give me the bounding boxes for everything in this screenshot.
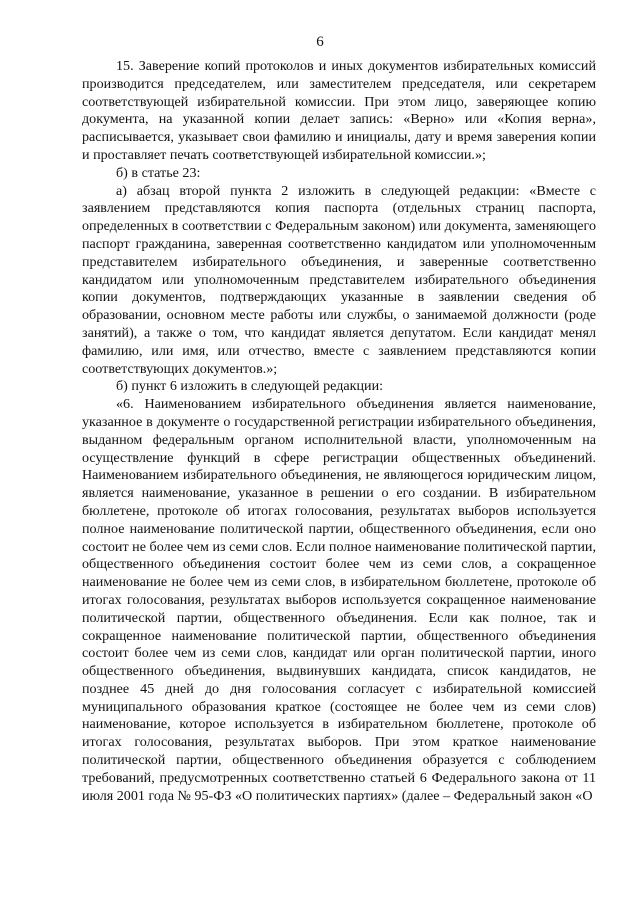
paragraph-article-23-heading: б) в статье 23: <box>116 164 201 181</box>
page-number: 6 <box>316 34 324 50</box>
paragraph-clause-15: 15. Заверение копий протоколов и иных документов избирательных комиссий производится председателем, или заместителем председателя, или секретарем соответствующей избирательной комиссии. При этом лицо, заверяющее копию документа, на указанной копии делает запись: «Верно» или «Копия верна», расписывается, указывает свои фамилию и инициалы, дату и время заверения копии и проставляет печать соответствующей избирательной комиссии.»; <box>82 58 596 163</box>
document-body <box>82 58 596 805</box>
paragraph-point-6-text: «6. Наименованием избирательного объединения является наименование, указанное в документе о государственной регистрации избирательного объединения, выданном федеральным органом исполнительной власти, уполномоченным на осуществление функций в сфере регистрации общественных объединений. Наименованием избирательного объединения, не являющегося юридическим лицом, является наименование, указанное в решении о его создании. В избирательном бюллетене, протоколе об итогах голосования, результатах выборов используется полное наименование политической партии, общественного объединения, если оно состоит не более чем из семи слов. Если полное наименование политической партии, общественного объединения состоит более чем из семи слов, а сокращенное наименование не более чем из семи слов, в избирательном бюллетене, протоколе об итогах голосования, результатах выборов используется сокращенное наименование политической партии, общественного объединения. Если как полное, так и сокращенное наименование политической партии, общественного объединения состоит более чем из семи слов, кандидат или орган политической партии, иного общественного объединения, выдвинувших кандидата, список кандидатов, не позднее 45 дней до дня голосования согласует с избирательной комиссией муниципального образования краткое (состоящее не более чем из семи слов) наименование, которое используется в избирательном бюллетене, протоколе об итогах голосования, результатах выборов. При этом краткое наименование политической партии, общественного объединения образуется с соблюдением требований, предусмотренных соответственно статьей 6 Федерального закона от 11 июля 2001 года № 95-ФЗ «О политических партиях» (далее – Федеральный закон «О <box>82 396 596 804</box>
paragraph-point-6-heading: б) пункт 6 изложить в следующей редакции: <box>116 378 384 395</box>
paragraph-point-2-amendment: а) абзац второй пункта 2 изложить в следующей редакции: «Вместе с заявлением представляются копия паспорта (отдельных страниц паспорта, определенных в соответствии с Федеральным законом) или документа, заменяющего паспорт гражданина, заверенная соответственно кандидатом или уполномоченным представителем избирательного объединения, и заверенные соответственно кандидатом или уполномоченным представителем избирательного объединения копии документов, подтверждающих указанные в заявлении сведения об образовании, основном месте работы или службы, о занимаемой должности (роде занятий), а также о том, что кандидат является депутатом. Если кандидат менял фамилию, или имя, или отчество, вместе с заявлением представляются копии соответствующих документов.»; <box>82 182 596 377</box>
